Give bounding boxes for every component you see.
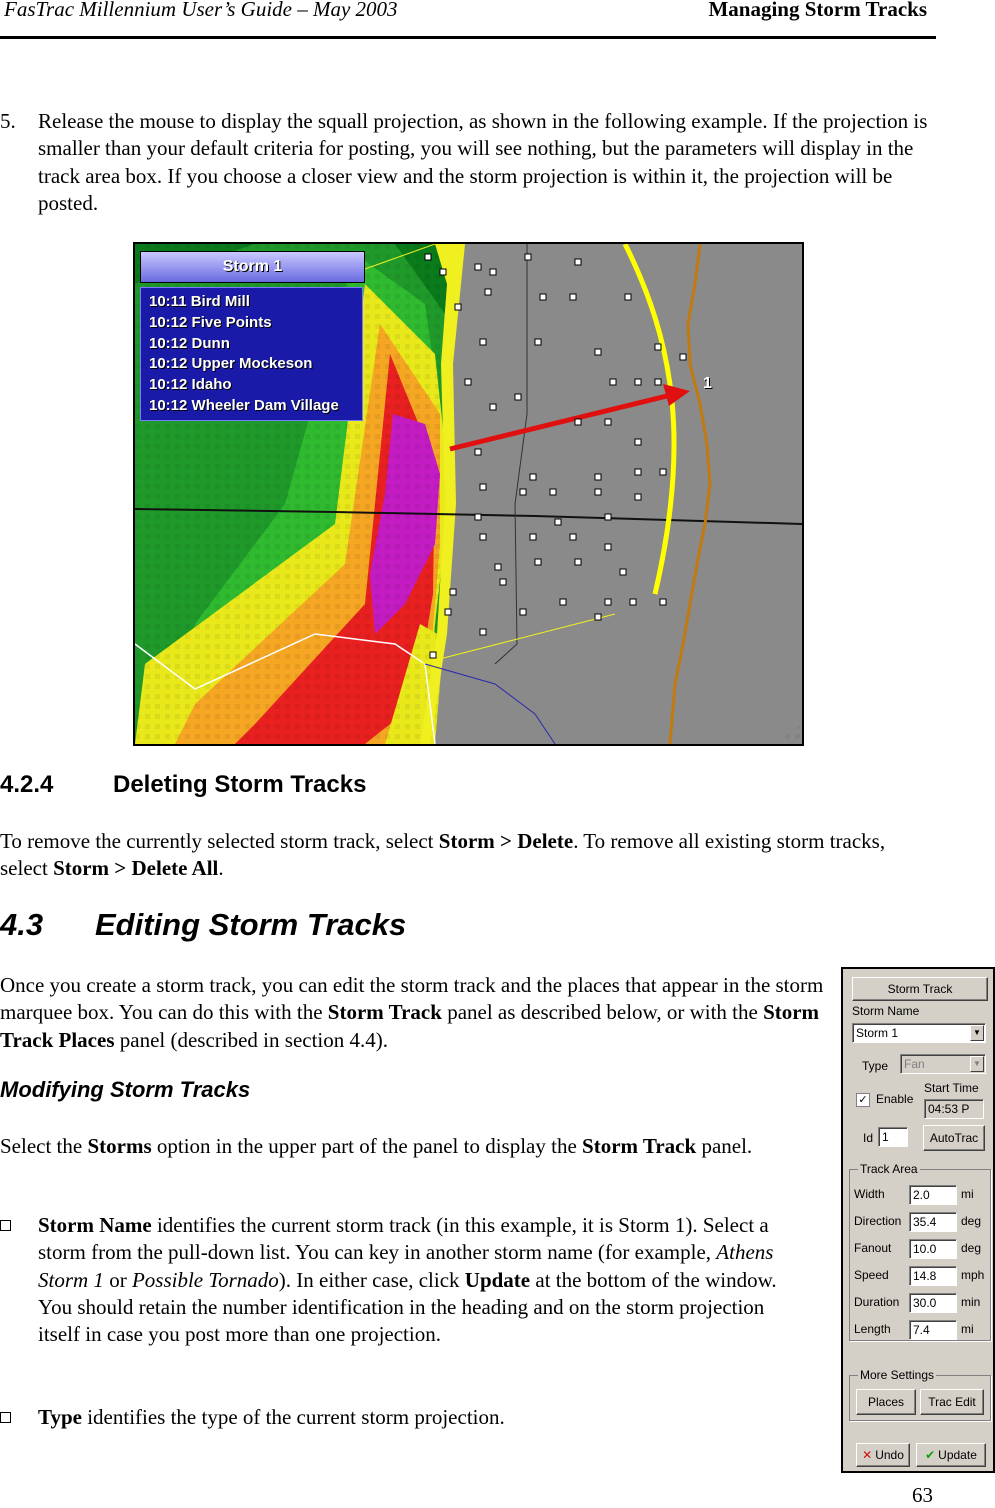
select-paragraph	[0, 1133, 820, 1160]
bullet-type	[0, 1404, 810, 1431]
panel-name: Storm Track Places	[0, 1000, 820, 1052]
more-settings-label: More Settings	[860, 1368, 935, 1382]
track-row-field[interactable]: 7.4	[909, 1320, 957, 1340]
track-row-label: Width	[854, 1187, 885, 1201]
section-heading-4-2-4	[0, 771, 367, 799]
edit-paragraph	[0, 972, 830, 1054]
text: identifies the current storm track (in this example, it is Storm 1). Select a storm from the pull-down list. You can key in another storm name (for example,	[38, 1213, 769, 1265]
text: panel (described in section 4.4).	[114, 1027, 388, 1052]
track-row-unit: mi	[961, 1187, 974, 1201]
storm-marquee	[140, 251, 365, 423]
delete-paragraph	[0, 828, 920, 883]
track-row-field[interactable]: 30.0	[909, 1293, 957, 1313]
example: Possible Tornado	[131, 1267, 279, 1292]
enable-label: Enable	[876, 1092, 914, 1106]
track-row-label: Duration	[854, 1295, 900, 1309]
start-time-field[interactable]: 04:53 P	[924, 1099, 984, 1119]
check-icon: ✔	[925, 1448, 936, 1462]
text: at the bottom of the window. You should retain the number identification in the heading and on the storm projection itself in case you post more than one projection.	[38, 1267, 777, 1347]
marquee-place: 10:12 Dunn	[149, 334, 230, 352]
step-text: Release the mouse to display the squall projection, as shown in the following example. If the projection is smaller than your default criteria for posting, you will see nothing, but the parameters will display in the track area box. If you choose a closer view and the storm projection is within it, the projection will be posted.	[38, 109, 928, 215]
step-5	[0, 108, 935, 217]
radar-map-figure	[133, 242, 804, 746]
storm-name-select[interactable]	[852, 1023, 986, 1043]
text: Select the	[0, 1134, 88, 1158]
text: . To remove all existing storm tracks, select	[0, 829, 886, 881]
section-heading-4-3	[0, 907, 407, 943]
storm-name-value: Storm 1	[856, 1026, 899, 1040]
marquee-title: Storm 1	[140, 251, 365, 283]
track-row-unit: min	[961, 1295, 981, 1309]
storm-track-panel	[841, 967, 995, 1473]
marquee-place: 10:12 Wheeler Dam Village	[149, 396, 339, 414]
section-number: 4.2.4	[0, 771, 54, 798]
autotrac-button[interactable]: AutoTrac	[923, 1125, 985, 1151]
text: .	[218, 856, 224, 881]
section-number: 4.3	[0, 907, 44, 942]
chevron-down-icon[interactable]: ▼	[970, 1025, 984, 1041]
update-label: Update	[938, 1448, 977, 1462]
checkbox-bullet-icon	[0, 1220, 11, 1231]
enable-checkbox[interactable]: ✓	[856, 1093, 870, 1107]
trac-edit-button[interactable]: Trac Edit	[920, 1389, 984, 1415]
storm-track-title-button[interactable]: Storm Track	[852, 977, 988, 1001]
update-button[interactable]	[916, 1443, 986, 1467]
marquee-places-list	[140, 287, 363, 421]
type-select[interactable]	[900, 1054, 986, 1074]
subheading-modifying: Modifying Storm Tracks	[0, 1077, 251, 1102]
track-row-field[interactable]: 35.4	[909, 1212, 957, 1232]
undo-button[interactable]	[856, 1443, 910, 1467]
track-row-field[interactable]: 10.0	[909, 1239, 957, 1259]
type-value: Fan	[904, 1057, 925, 1071]
track-row-label: Length	[854, 1322, 891, 1336]
places-button[interactable]: Places	[856, 1389, 916, 1415]
text: identifies the type of the current storm projection.	[81, 1405, 505, 1429]
marquee-place: 10:12 Upper Mockeson	[149, 355, 313, 373]
text: or	[103, 1267, 132, 1292]
section-title: Deleting Storm Tracks	[113, 771, 367, 798]
track-row-unit: mph	[961, 1268, 985, 1282]
track-row-label: Direction	[854, 1214, 902, 1228]
button-name: Update	[464, 1267, 531, 1292]
term: Storm Name	[38, 1213, 152, 1237]
header-rule	[0, 36, 936, 39]
undo-label: Undo	[875, 1448, 904, 1462]
track-row-field[interactable]: 14.8	[909, 1266, 957, 1286]
track-row-unit: mi	[961, 1322, 974, 1336]
text: Once you create a storm track, you can edit the storm track and the places that appear in the storm marquee box. You can do this with the	[0, 973, 824, 1025]
term: Type	[38, 1405, 82, 1429]
marquee-place: 10:11 Bird Mill	[149, 293, 250, 310]
bullet-storm-name	[0, 1212, 810, 1348]
example: Athens Storm 1	[38, 1240, 774, 1292]
marquee-place: 10:12 Five Points	[149, 313, 272, 331]
text: panel.	[696, 1134, 753, 1158]
header-chapter-title: Managing Storm Tracks	[708, 0, 927, 21]
start-time-label: Start Time	[924, 1081, 979, 1095]
close-icon: ✕	[862, 1448, 873, 1462]
menu-path: Storm > Delete All	[53, 856, 219, 881]
id-label: Id	[863, 1131, 874, 1145]
text: ). In either case, click	[278, 1267, 465, 1292]
text: option in the upper part of the panel to display the	[151, 1134, 583, 1158]
chevron-down-icon[interactable]: ▼	[970, 1056, 984, 1072]
page-number: 63	[912, 1483, 933, 1507]
id-field[interactable]: 1	[878, 1127, 908, 1147]
track-row-label: Speed	[854, 1268, 889, 1282]
marquee-place: 10:12 Idaho	[149, 376, 232, 394]
section-title: Editing Storm Tracks	[95, 907, 407, 942]
checkbox-bullet-icon	[0, 1412, 11, 1423]
track-row-unit: deg	[961, 1214, 982, 1228]
option-name: Storms	[87, 1134, 152, 1158]
type-label: Type	[862, 1059, 889, 1073]
projection-id-label: 1	[703, 375, 712, 392]
track-area-label: Track Area	[860, 1162, 918, 1176]
panel-name: Storm Track	[327, 1000, 442, 1025]
track-row-field[interactable]: 2.0	[909, 1185, 957, 1205]
panel-name: Storm Track	[582, 1134, 697, 1158]
header-guide-title: FasTrac Millennium User’s Guide – May 2003	[4, 0, 398, 21]
text: To remove the currently selected storm track, select	[0, 829, 439, 853]
text: panel as described below, or with the	[441, 1000, 764, 1025]
track-row-label: Fanout	[854, 1241, 892, 1255]
storm-name-label: Storm Name	[852, 1004, 920, 1018]
track-row-unit: deg	[961, 1241, 982, 1255]
step-number: 5.	[0, 109, 16, 133]
menu-path: Storm > Delete	[438, 829, 574, 853]
